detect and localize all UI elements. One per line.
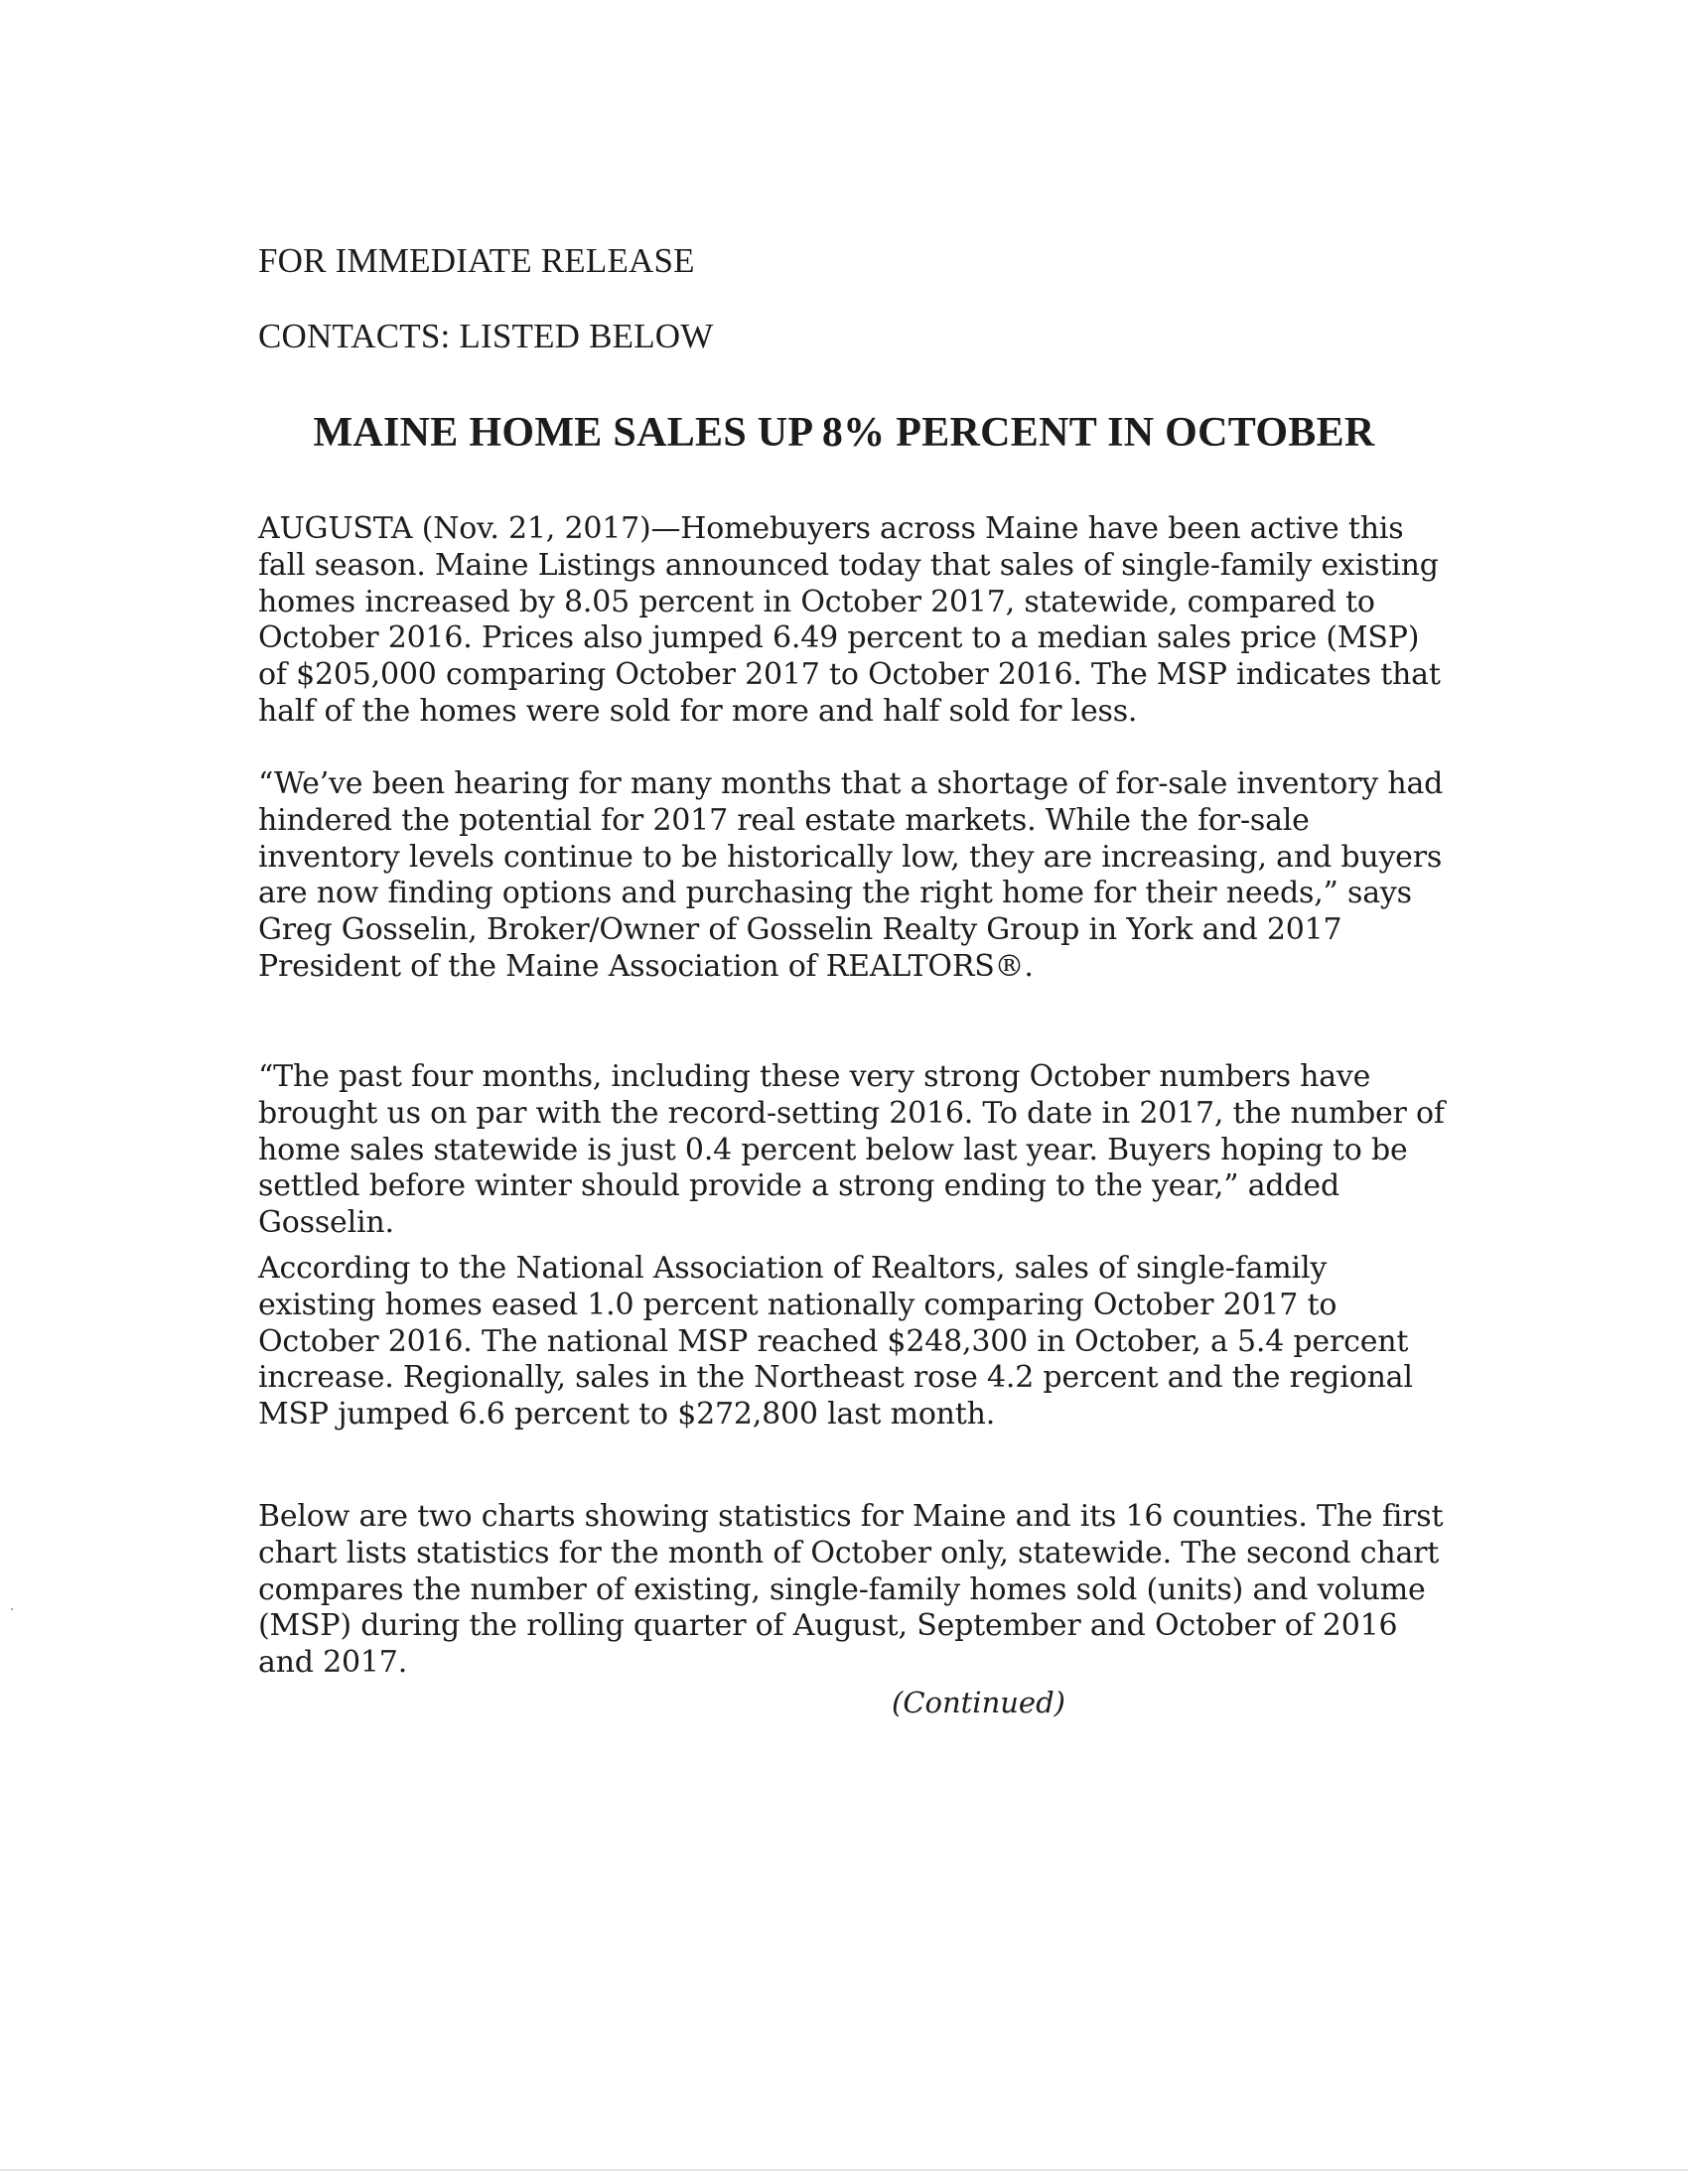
paragraph-dateline: AUGUSTA (Nov. 21, 2017)—Homebuyers across Maine have been active this fall season. Maine Listings announced today that sales of single-family existing homes increased by 8.05 percent in October 2017, statewide, compared to October 2016. Prices also jumped 6.49 percent to a median sales price (MSP) of $205,000 comparing October 2017 to October 2016. The MSP indicates that half of the homes were sold for more and half sold for less. — [258, 511, 1441, 729]
headline: MAINE HOME SALES UP 8% PERCENT IN OCTOBER — [313, 410, 1375, 456]
continued-note: (Continued) — [892, 1686, 1065, 1719]
paragraph-national-stats: According to the National Association of Realtors, sales of single-family existing homes eased 1.0 percent nationally comparing October 2017 to October 2016. The national MSP reached $248,300 in October, a 5.4 percent increase. Regionally, sales in the Northeast rose 4.2 percent and the regional MSP jumped 6.6 percent to $272,800 last month. — [258, 1251, 1413, 1433]
paragraph-quote-2: “The past four months, including these very strong October numbers have brought us on par with the record-setting 2016. To date in 2017, the number of home sales statewide is just 0.4 percent below last year. Buyers hoping to be settled before winter should provide a strong ending to the year,” added Gosselin. — [258, 1059, 1445, 1241]
contacts-label: CONTACTS: LISTED BELOW — [258, 317, 714, 355]
release-label: FOR IMMEDIATE RELEASE — [258, 241, 695, 280]
scan-edge-line — [0, 2169, 1688, 2171]
scan-artifact-dot — [11, 1608, 13, 1610]
paragraph-quote-1: “We’ve been hearing for many months that a shortage of for-sale inventory had hindered the potential for 2017 real estate markets. While the for-sale inventory levels continue to be historically low, they are increasing, and buyers are now finding options and purchasing the right home for their needs,” says Greg Gosselin, Broker/Owner of Gosselin Realty Group in York and 2017 President of the Maine Association of REALTORS®. — [258, 766, 1444, 984]
paragraph-charts-intro: Below are two charts showing statistics for Maine and its 16 counties. The first chart lists statistics for the month of October only, statewide. The second chart compares the number of existing, single-family homes sold (units) and volume (MSP) during the rolling quarter of August, September and October of 2016 and 2017. — [258, 1499, 1444, 1681]
